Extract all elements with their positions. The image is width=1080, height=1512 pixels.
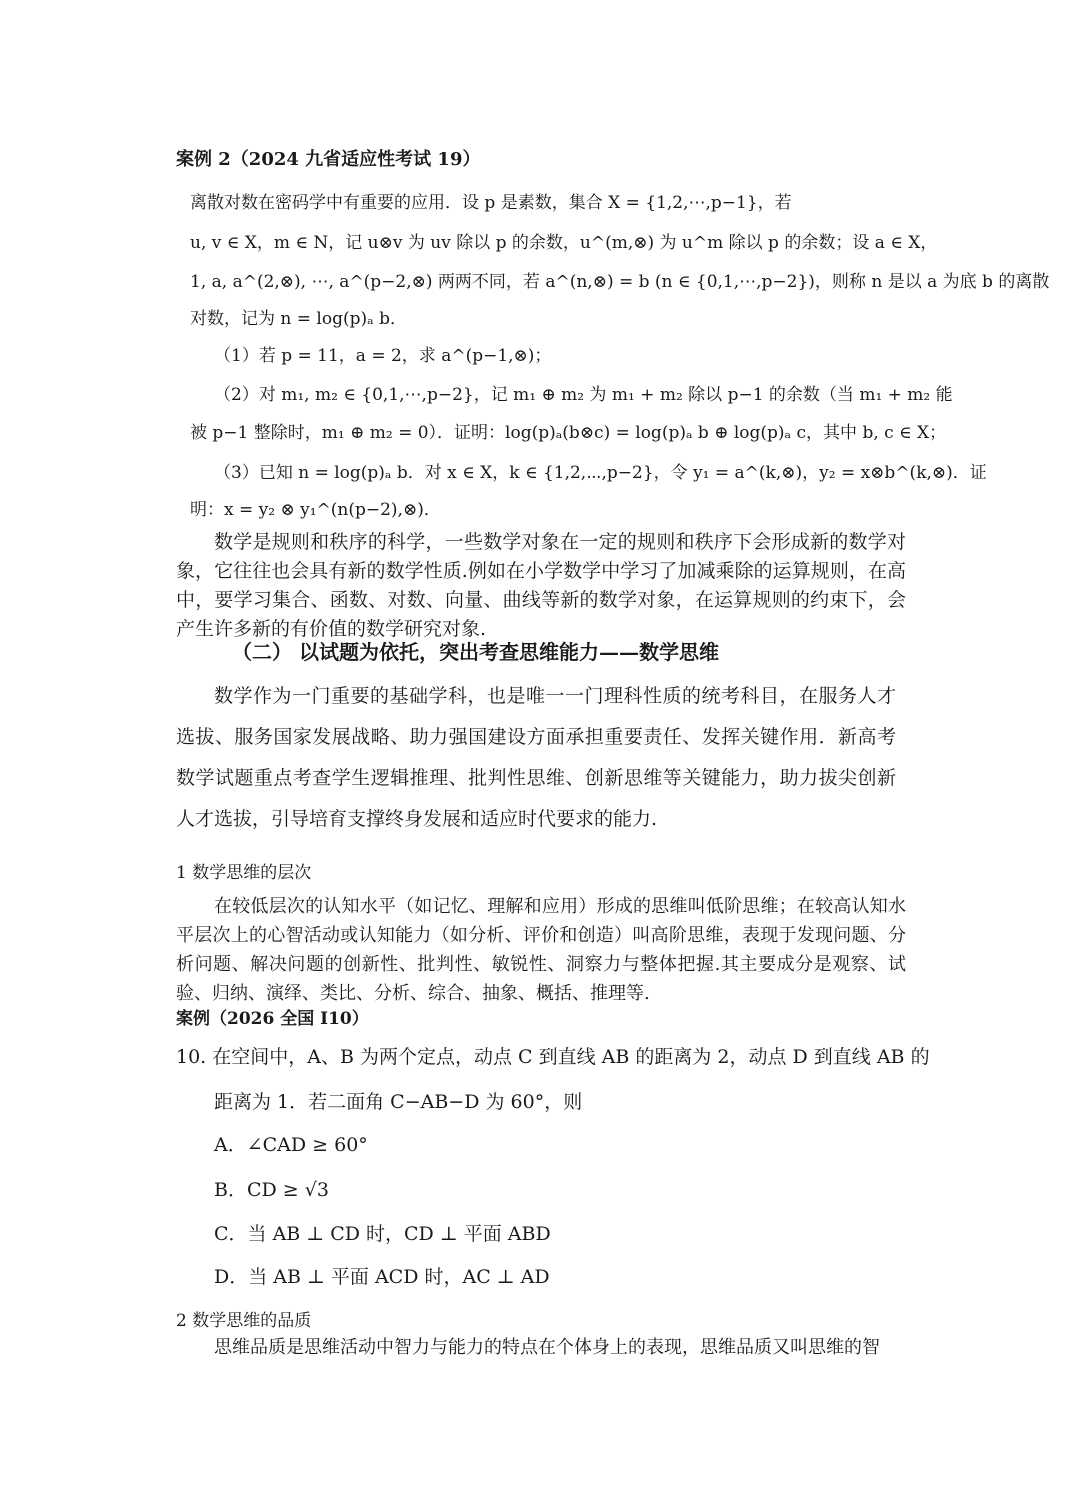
section-2-title: （二） 以试题为依托，突出考查思维能力——数学思维	[232, 640, 719, 664]
paragraph-thinking-levels: 在较低层次的认知水平（如记忆、理解和应用）形成的思维叫低阶思维；在较高认知水平层次上的心智活动或认知能力（如分析、评价和创造）叫高阶思维，表现于发现问题、分析问题、解决问题的创新性、批判性、敏锐性、洞察力与整体把握.其主要成分是观察、试验、归纳、演绎、类比、分析、综合、抽象、概括、推理等.	[176, 896, 906, 1004]
problem-line-1: 离散对数在密码学中有重要的应用．设 p 是素数，集合 X = {1,2,⋯,p−1}，若	[190, 193, 792, 213]
option-d: D．当 AB ⊥ 平面 ACD 时，AC ⊥ AD	[214, 1266, 550, 1288]
option-a: A．∠CAD ≥ 60°	[214, 1134, 368, 1156]
problem-q2a: （2）对 m₁, m₂ ∈ {0,1,⋯,p−2}，记 m₁ ⊕ m₂ 为 m₁ + m₂ 除以 p−1 的余数（当 m₁ + m₂ 能	[214, 385, 953, 405]
paragraph-math-importance: 数学作为一门重要的基础学科，也是唯一一门理科性质的统考科目，在服务人才选拔、服务国家发展战略、助力强国建设方面承担重要责任、发挥关键作用．新高考数学试题重点考查学生逻辑推理、批判性思维、创新思维等关键能力，助力拔尖创新人才选拔，引导培育支撑终身发展和适应时代要求的能力.	[176, 685, 896, 830]
paragraph-math-rules: 数学是规则和秩序的科学，一些数学对象在一定的规则和秩序下会形成新的数学对象，它往往也会具有新的数学性质.例如在小学数学中学习了加减乘除的运算规则，在高中，要学习集合、函数、对数、向量、曲线等新的数学对象，在运算规则的约束下，会产生许多新的有价值的数学研究对象.	[176, 531, 906, 640]
problem-q3b: 明：x = y₂ ⊗ y₁^(n(p−2),⊗)．	[190, 500, 441, 520]
problem-line-3: 1, a, a^(2,⊗), ⋯, a^(p−2,⊗) 两两不同，若 a^(n,⊗) = b (n ∈ {0,1,⋯,p−2})，则称 n 是以 a 为底 b 的离散	[190, 272, 1050, 292]
paragraph-thinking-quality: 思维品质是思维活动中智力与能力的特点在个体身上的表现，思维品质又叫思维的智	[214, 1337, 880, 1358]
problem-q1: （1）若 p = 11，a = 2，求 a^(p−1,⊗)；	[214, 346, 552, 366]
problem-q2b: 被 p−1 整除时，m₁ ⊕ m₂ = 0）．证明：log(p)ₐ(b⊗c) = log(p)ₐ b ⊕ log(p)ₐ c，其中 b, c ∈ X；	[190, 423, 947, 443]
problem-q3a: （3）已知 n = log(p)ₐ b．对 x ∈ X，k ∈ {1,2,⋯,p−2}，令 y₁ = a^(k,⊗)，y₂ = x⊗b^(k,⊗)．证	[214, 463, 987, 483]
case-2-label: 案例 2（2024 九省适应性考试 19）	[176, 149, 481, 170]
subheading-thinking-quality: 2 数学思维的品质	[176, 1311, 312, 1331]
problem-line-2: u, v ∈ X，m ∈ N，记 u⊗v 为 uv 除以 p 的余数，u^(m,⊗) 为 u^m 除以 p 的余数；设 a ∈ X，	[190, 233, 938, 253]
question-10-line-2: 距离为 1．若二面角 C−AB−D 为 60°，则	[214, 1091, 583, 1113]
question-10-line-1: 10. 在空间中，A、B 为两个定点，动点 C 到直线 AB 的距离为 2，动点 D 到直线 AB 的	[176, 1046, 930, 1068]
option-c: C．当 AB ⊥ CD 时，CD ⊥ 平面 ABD	[214, 1223, 551, 1245]
case-label-2026: 案例（2026 全国 I10）	[176, 1009, 369, 1029]
option-b: B．CD ≥ √3	[214, 1179, 329, 1201]
problem-line-4: 对数，记为 n = log(p)ₐ b．	[190, 309, 407, 329]
subheading-thinking-levels: 1 数学思维的层次	[176, 863, 312, 883]
